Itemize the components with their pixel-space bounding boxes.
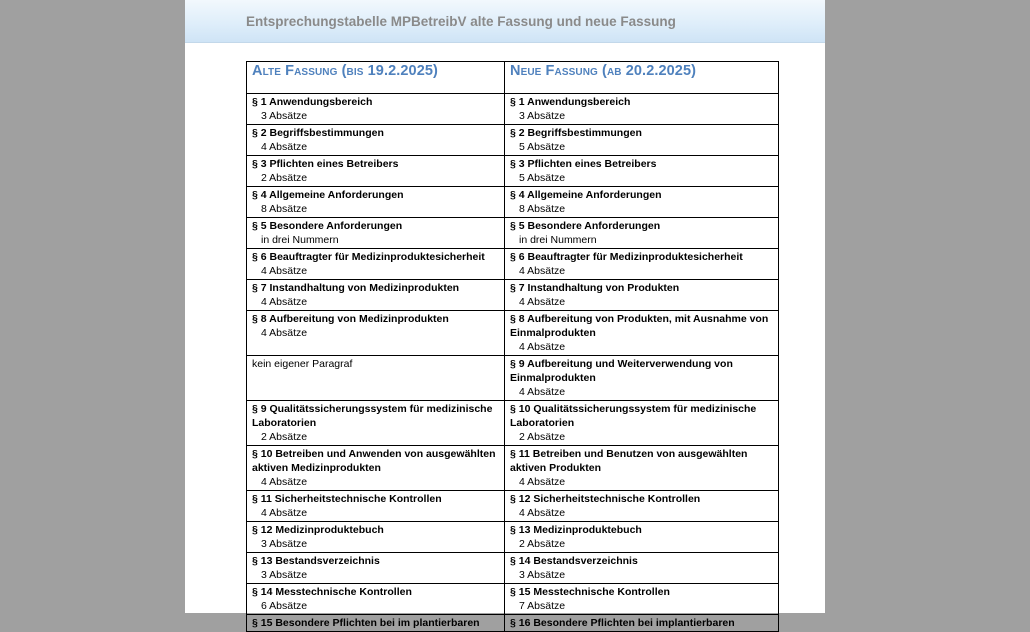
old-version-cell — [247, 491, 505, 522]
table-row — [247, 615, 779, 632]
new-version-cell — [505, 446, 779, 491]
section-detail: 4 Absätze — [519, 386, 566, 398]
section-title: § 16 Besondere Pflichten bei implantierbaren — [510, 617, 735, 629]
old-version-cell — [247, 280, 505, 311]
old-version-cell — [247, 615, 505, 632]
table-row — [247, 156, 779, 187]
section-title: § 1 Anwendungsbereich — [510, 96, 631, 108]
section-detail: 8 Absätze — [261, 203, 308, 215]
section-title: § 11 Sicherheitstechnische Kontrollen — [252, 493, 442, 505]
section-detail: 4 Absätze — [261, 141, 308, 153]
section-detail: 4 Absätze — [519, 476, 566, 488]
section-detail: 2 Absätze — [519, 538, 566, 550]
section-detail: 4 Absätze — [519, 296, 566, 308]
section-detail: 3 Absätze — [261, 538, 308, 550]
cell-note: kein eigener Paragraf — [252, 358, 353, 370]
table-row — [247, 249, 779, 280]
correspondence-table — [246, 61, 779, 632]
document-page — [185, 0, 825, 629]
section-title: § 13 Medizinproduktebuch — [510, 524, 642, 536]
section-title: § 15 Besondere Pflichten bei im plantierbaren — [252, 617, 480, 629]
section-title: § 14 Messtechnische Kontrollen — [252, 586, 412, 598]
table-row — [247, 218, 779, 249]
section-detail: 5 Absätze — [519, 172, 566, 184]
section-title: § 10 Betreiben und Anwenden von ausgewählten aktiven Medizinprodukten — [252, 448, 496, 474]
section-title: § 4 Allgemeine Anforderungen — [252, 189, 404, 201]
section-detail: 8 Absätze — [519, 203, 566, 215]
old-version-cell — [247, 311, 505, 356]
new-version-cell — [505, 615, 779, 632]
new-version-cell — [505, 125, 779, 156]
section-title: § 15 Messtechnische Kontrollen — [510, 586, 670, 598]
new-version-cell — [505, 280, 779, 311]
table-row — [247, 491, 779, 522]
section-title: § 3 Pflichten eines Betreibers — [252, 158, 399, 170]
section-detail: 3 Absätze — [261, 569, 308, 581]
section-detail: 4 Absätze — [261, 476, 308, 488]
section-title: § 4 Allgemeine Anforderungen — [510, 189, 662, 201]
old-version-cell — [247, 401, 505, 446]
section-detail: 5 Absätze — [519, 141, 566, 153]
header-new-version: Neue Fassung (ab 20.2.2025) — [505, 62, 779, 94]
section-detail: 4 Absätze — [261, 507, 308, 519]
section-detail: 4 Absätze — [261, 327, 308, 339]
new-version-cell — [505, 491, 779, 522]
old-version-cell — [247, 218, 505, 249]
section-title: § 7 Instandhaltung von Medizinprodukten — [252, 282, 460, 294]
table-row — [247, 522, 779, 553]
section-detail: in drei Nummern — [261, 234, 339, 246]
header-band — [185, 0, 825, 43]
old-version-cell — [247, 584, 505, 615]
section-detail: in drei Nummern — [519, 234, 597, 246]
section-title: § 5 Besondere Anforderungen — [252, 220, 403, 232]
section-detail: 3 Absätze — [519, 569, 566, 581]
document-title: Entsprechungstabelle MPBetreibV alte Fassung und neue Fassung — [246, 14, 676, 29]
old-version-cell — [247, 156, 505, 187]
section-title: § 2 Begriffsbestimmungen — [252, 127, 384, 139]
table-row — [247, 356, 779, 401]
section-detail: 2 Absätze — [519, 431, 566, 443]
table-row — [247, 94, 779, 125]
section-title: § 12 Medizinproduktebuch — [252, 524, 384, 536]
section-title: § 3 Pflichten eines Betreibers — [510, 158, 657, 170]
old-version-cell — [247, 522, 505, 553]
new-version-cell — [505, 249, 779, 280]
section-title: § 13 Bestandsverzeichnis — [252, 555, 380, 567]
section-detail: 4 Absätze — [519, 341, 566, 353]
section-title: § 14 Bestandsverzeichnis — [510, 555, 638, 567]
section-title: § 7 Instandhaltung von Produkten — [510, 282, 680, 294]
section-detail: 7 Absätze — [519, 600, 566, 612]
section-title: § 9 Qualitätssicherungssystem für medizinische Laboratorien — [252, 403, 493, 429]
table-row — [247, 584, 779, 615]
section-title: § 11 Betreiben und Benutzen von ausgewählten aktiven Produkten — [510, 448, 748, 474]
section-title: § 8 Aufbereitung von Produkten, mit Ausnahme von Einmalprodukten — [510, 313, 769, 339]
old-version-cell — [247, 125, 505, 156]
section-title: § 12 Sicherheitstechnische Kontrollen — [510, 493, 701, 505]
table-row — [247, 446, 779, 491]
table-row — [247, 553, 779, 584]
old-version-cell — [247, 553, 505, 584]
new-version-cell — [505, 311, 779, 356]
section-detail: 6 Absätze — [261, 600, 308, 612]
section-detail: 2 Absätze — [261, 172, 308, 184]
section-detail: 4 Absätze — [519, 265, 566, 277]
section-title: § 1 Anwendungsbereich — [252, 96, 373, 108]
new-version-cell — [505, 584, 779, 615]
section-title: § 5 Besondere Anforderungen — [510, 220, 661, 232]
new-version-cell — [505, 187, 779, 218]
old-version-cell — [247, 249, 505, 280]
section-detail: 2 Absätze — [261, 431, 308, 443]
table-row — [247, 280, 779, 311]
section-detail: 3 Absätze — [519, 110, 566, 122]
section-title: § 9 Aufbereitung und Weiterverwendung von Einmalprodukten — [510, 358, 733, 384]
section-detail: 4 Absätze — [519, 507, 566, 519]
new-version-cell — [505, 218, 779, 249]
header-old-version: Alte Fassung (bis 19.2.2025) — [247, 62, 505, 94]
old-version-cell — [247, 94, 505, 125]
section-title: § 8 Aufbereitung von Medizinprodukten — [252, 313, 449, 325]
new-version-cell — [505, 553, 779, 584]
section-detail: 4 Absätze — [261, 265, 308, 277]
section-title: § 6 Beauftragter für Medizinproduktesicherheit — [510, 251, 743, 263]
old-version-cell — [247, 446, 505, 491]
table-row — [247, 125, 779, 156]
section-detail: 4 Absätze — [261, 296, 308, 308]
section-title: § 6 Beauftragter für Medizinproduktesicherheit — [252, 251, 485, 263]
section-title: § 10 Qualitätssicherungssystem für medizinische Laboratorien — [510, 403, 757, 429]
new-version-cell — [505, 156, 779, 187]
section-title: § 2 Begriffsbestimmungen — [510, 127, 642, 139]
table-row — [247, 311, 779, 356]
table-row — [247, 401, 779, 446]
new-version-cell — [505, 356, 779, 401]
table-row — [247, 187, 779, 218]
new-version-cell — [505, 94, 779, 125]
new-version-cell — [505, 522, 779, 553]
new-version-cell — [505, 401, 779, 446]
old-version-cell — [247, 187, 505, 218]
table-header-row — [247, 62, 779, 94]
section-detail: 3 Absätze — [261, 110, 308, 122]
old-version-cell — [247, 356, 505, 401]
